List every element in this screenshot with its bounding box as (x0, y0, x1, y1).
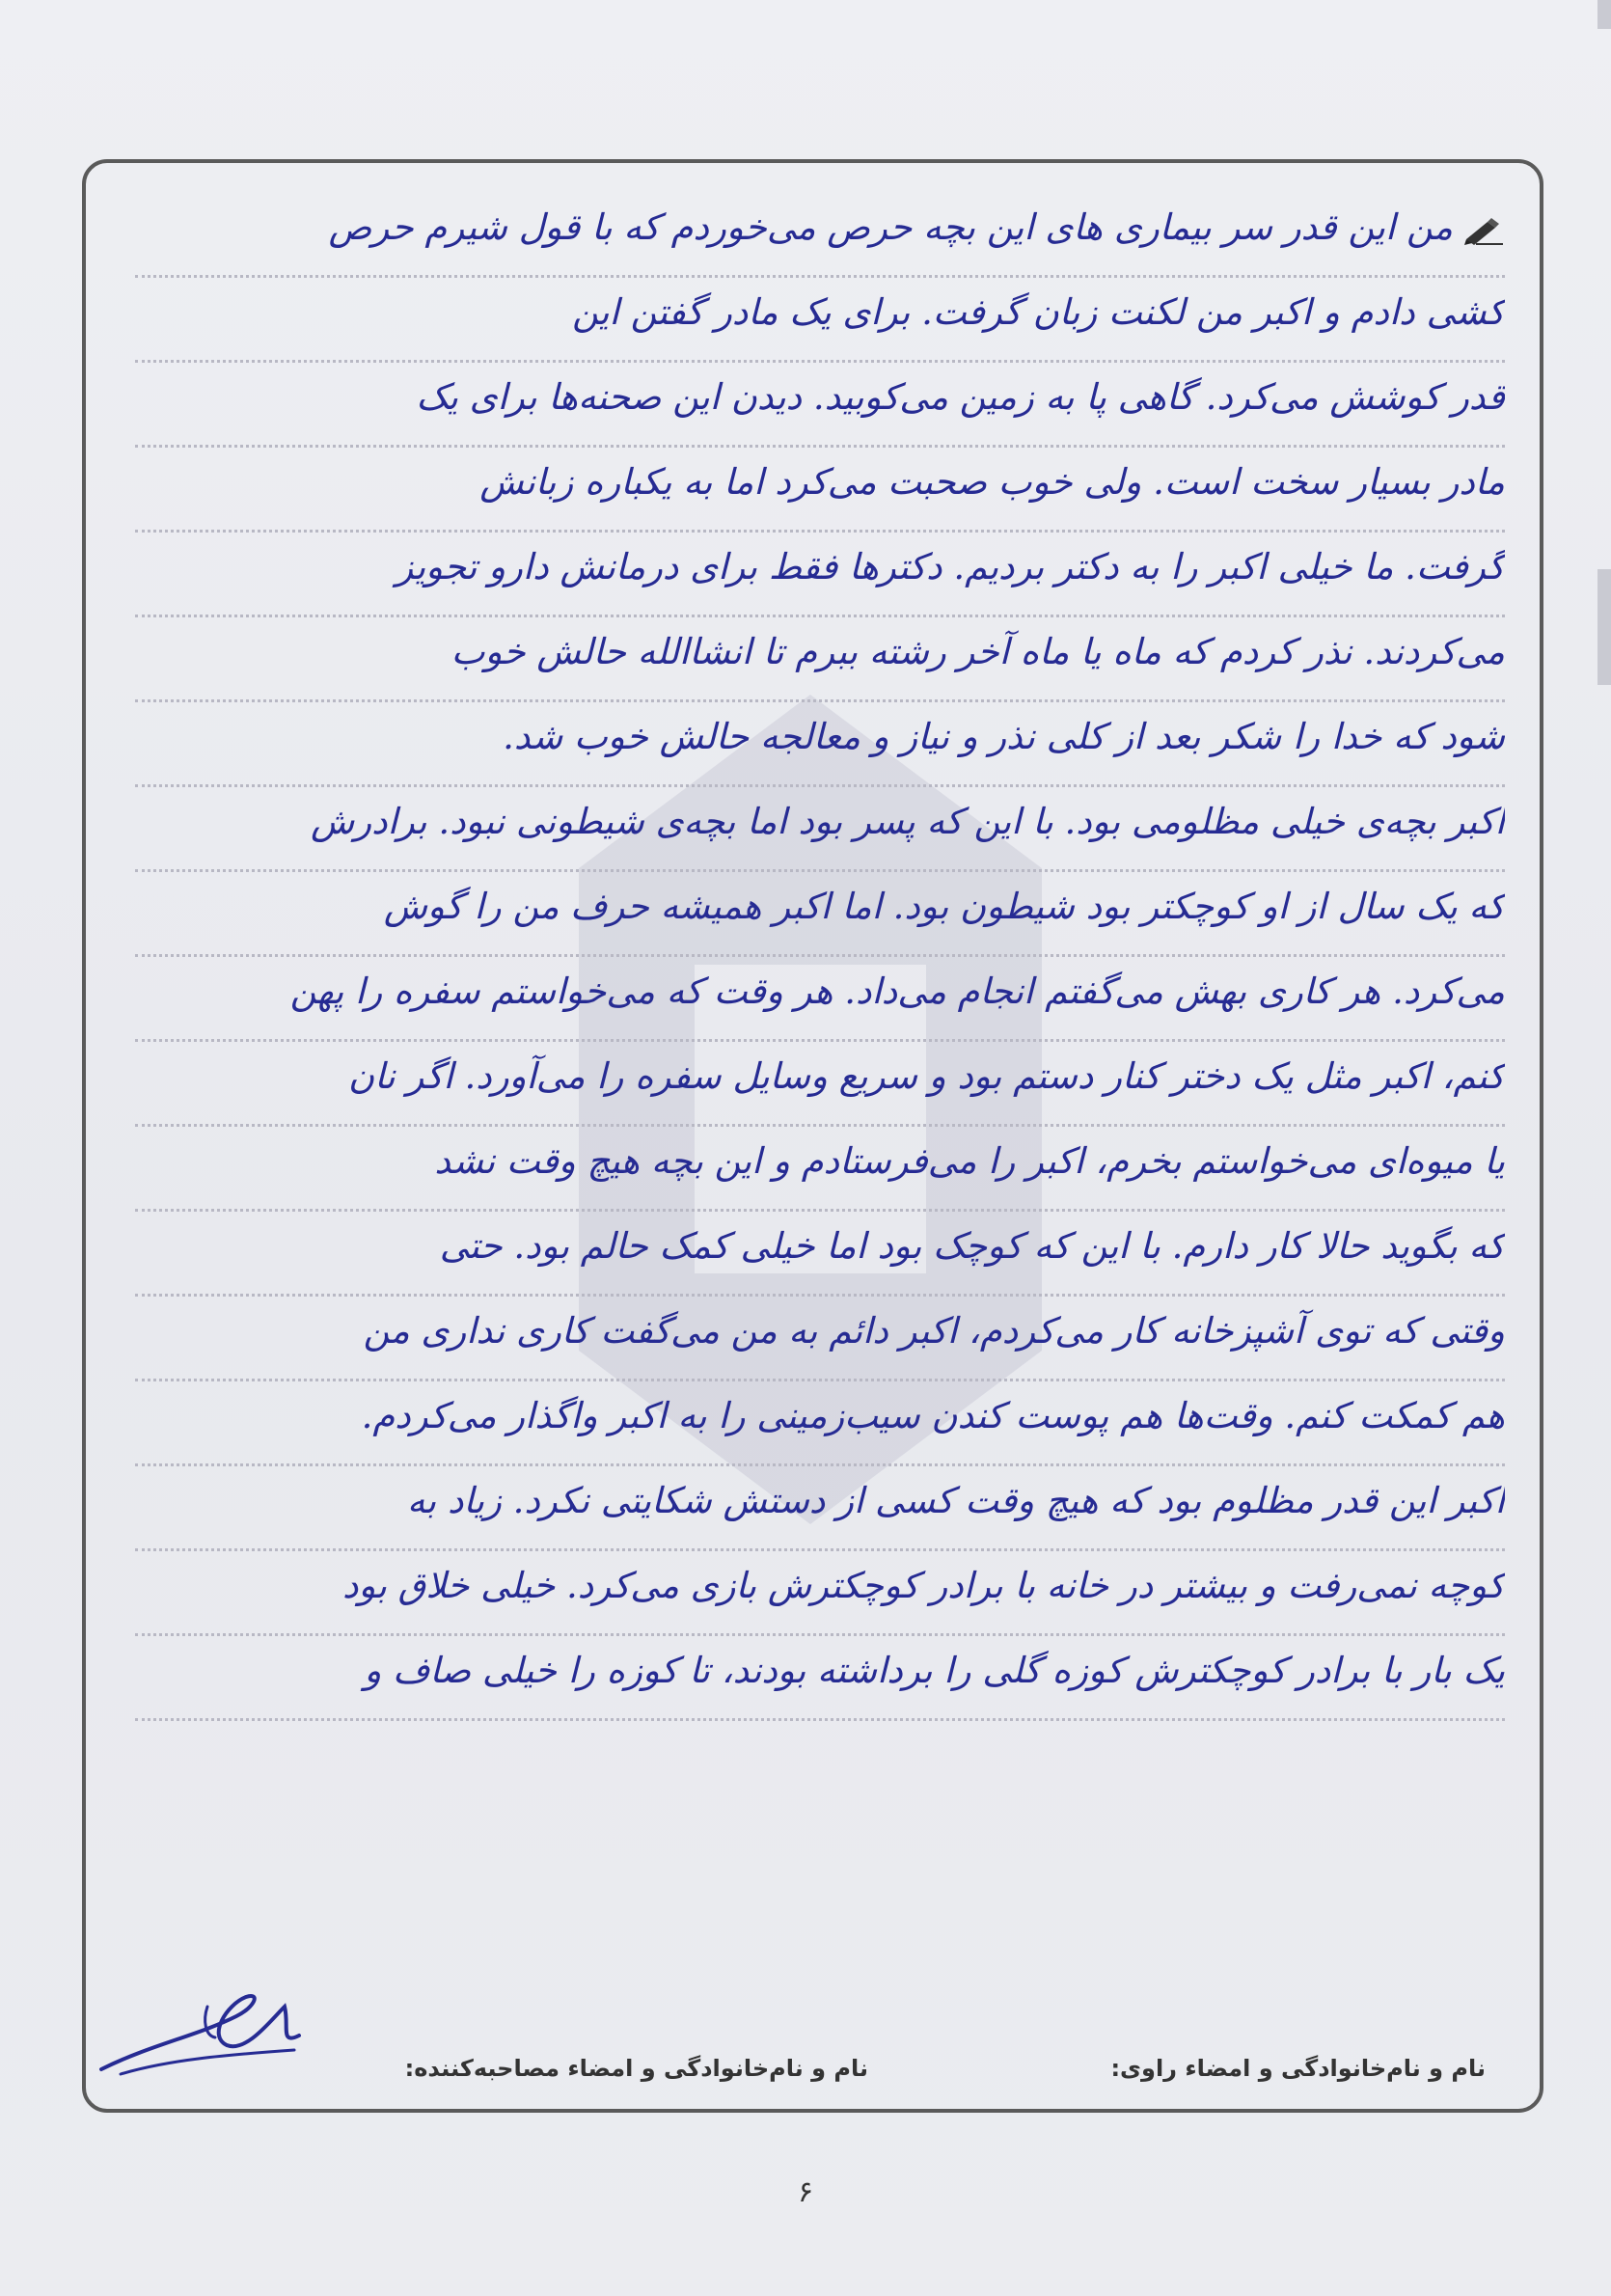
text-line: اکبر بچه‌ی خیلی مظلومی بود. با این که پسر بود اما بچه‌ی شیطونی نبود. برادرش (135, 787, 1505, 872)
narrator-label: نام و نام‌خانوادگی و امضاء راوی: (1110, 2055, 1486, 2082)
scan-edge-mark (1597, 569, 1611, 685)
page-number: ۶ (797, 2175, 814, 2209)
text-line: گرفت. ما خیلی اکبر را به دکتر بردیم. دکترها فقط برای درمانش دارو تجویز (135, 533, 1505, 617)
text-line (135, 193, 1505, 278)
text-line: یا میوه‌ای می‌خواستم بخرم، اکبر را می‌فرستادم و این بچه هیچ وقت نشد (135, 1127, 1505, 1212)
signature-mark (92, 1978, 314, 2084)
text-line: هم کمکت کنم. وقت‌ها هم پوست کندن سیب‌زمینی را به اکبر واگذار می‌کردم. (135, 1381, 1505, 1466)
text-line: کنم، اکبر مثل یک دختر کنار دستم بود و سریع وسایل سفره را می‌آورد. اگر نان (135, 1042, 1505, 1127)
text-line: اکبر این قدر مظلوم بود که هیچ وقت کسی از دستش شکایتی نکرد. زیاد به (135, 1466, 1505, 1551)
text-line-content: من این قدر سر بیماری های این بچه حرص می‌خوردم که با قول شیرم حرص (328, 206, 1453, 248)
signature-labels (309, 2055, 1486, 2103)
text-line: که بگوید حالا کار دارم. با این که کوچک بود اما خیلی کمک حالم بود. حتی (135, 1212, 1505, 1297)
text-line: مادر بسیار سخت است. ولی خوب صحبت می‌کرد اما به یکباره زبانش (135, 448, 1505, 533)
text-line: می‌کرد. هر کاری بهش می‌گفتم انجام می‌داد. هر وقت که می‌خواستم سفره را پهن (135, 957, 1505, 1042)
text-line: قدر کوشش می‌کرد. گاهی پا به زمین می‌کوبید. دیدن این صحنه‌ها برای یک (135, 363, 1505, 448)
text-line: کوچه نمی‌رفت و بیشتر در خانه با برادر کوچکترش بازی می‌کرد. خیلی خلاق بود (135, 1551, 1505, 1636)
text-line: شود که خدا را شکر بعد از کلی نذر و نیاز و معالجه حالش خوب شد. (135, 702, 1505, 787)
text-line: وقتی که توی آشپزخانه کار می‌کردم، اکبر دائم به من می‌گفت کاری نداری من (135, 1297, 1505, 1381)
handwritten-text (135, 193, 1505, 1721)
text-line: که یک سال از او کوچکتر بود شیطون بود. اما اکبر همیشه حرف من را گوش (135, 872, 1505, 957)
scan-edge-mark (1597, 0, 1611, 29)
text-line: کشی دادم و اکبر من لکنت زبان گرفت. برای یک مادر گفتن این (135, 278, 1505, 363)
interviewer-label: نام و نام‌خانوادگی و امضاء مصاحبه‌کننده: (404, 2055, 868, 2082)
pencil-icon (1462, 216, 1505, 245)
text-line: می‌کردند. نذر کردم که ماه یا ماه آخر رشته ببرم تا انشاالله حالش خوب (135, 617, 1505, 702)
text-line: یک بار با برادر کوچکترش کوزه گلی را برداشته بودند، تا کوزه را خیلی صاف و (135, 1636, 1505, 1721)
